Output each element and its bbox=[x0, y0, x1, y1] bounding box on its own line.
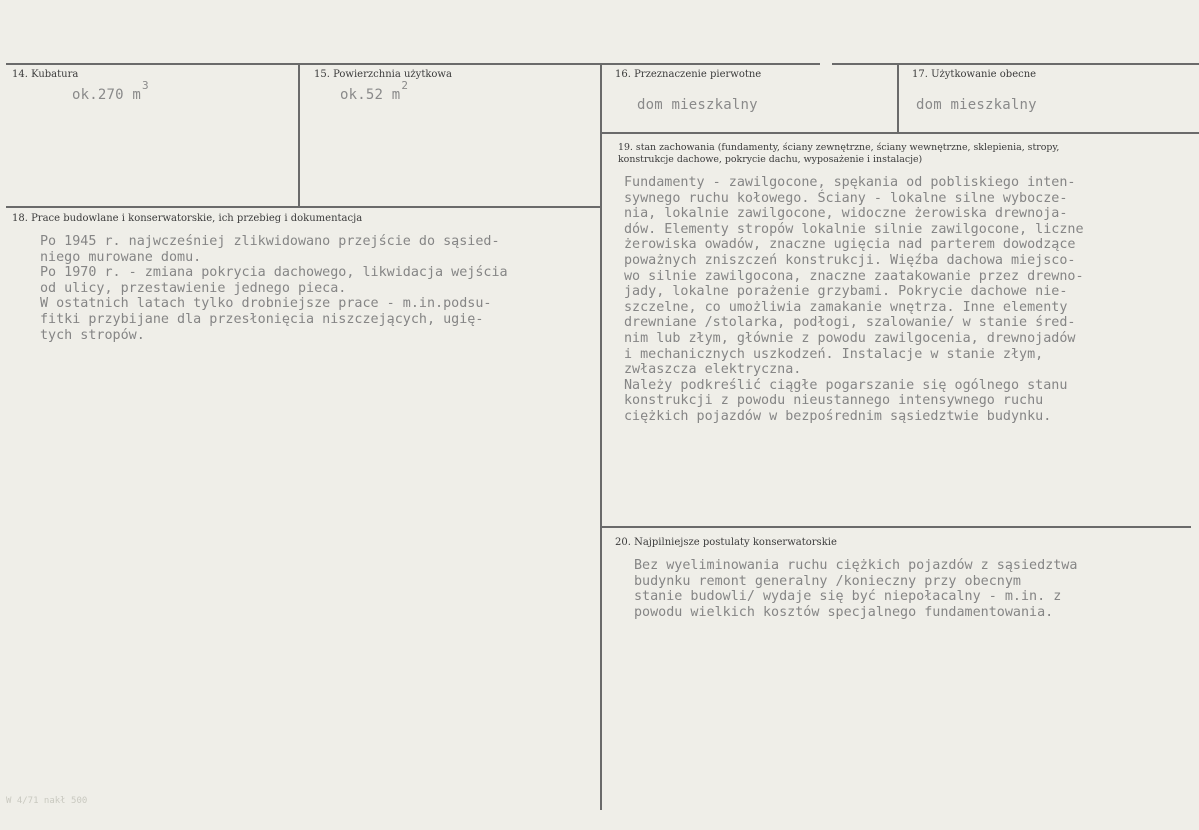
field-19-line: poważnych zniszczeń konstrukcji. Więźba dachowa miejsco- bbox=[624, 252, 1076, 268]
field-19-line: konstrukcji z powodu nieustannego intensywnego ruchu bbox=[624, 393, 1044, 409]
top-rule-right bbox=[832, 63, 1199, 65]
field-19-line: nim lub złym, głównie z powodu zawilgocenia, drewnojadów bbox=[624, 330, 1076, 346]
rule-row1-left bbox=[6, 206, 601, 208]
field-19-line: ciężkich pojazdów w bezpośrednim sąsiedztwie budynku. bbox=[624, 408, 1052, 424]
field-17-value: dom mieszkalny bbox=[916, 97, 1037, 113]
top-rule-left bbox=[6, 63, 820, 65]
field-19-line: drewniane /stolarka, podłogi, szalowanie/ w stanie śred- bbox=[624, 315, 1076, 331]
print-mark: W 4/71 nakł 500 bbox=[6, 796, 88, 806]
field-20-line: budynku remont generalny /konieczny przy obecnym bbox=[634, 573, 1021, 589]
field-19-label-line2: konstrukcje dachowe, pokrycie dachu, wyposażenie i instalacje) bbox=[618, 154, 923, 165]
field-18-label: 18. Prace budowlane i konserwatorskie, ich przebieg i dokumentacja bbox=[12, 213, 363, 224]
field-19-label-line1: 19. stan zachowania (fundamenty, ściany zewnętrzne, ściany wewnętrzne, sklepienia, stropy, bbox=[618, 142, 1060, 153]
field-19-line: zwłaszcza elektryczna. bbox=[624, 362, 802, 378]
field-16-label: 16. Przeznaczenie pierwotne bbox=[615, 69, 762, 80]
field-18-line: Po 1970 r. - zmiana pokrycia dachowego, likwidacja wejścia bbox=[40, 265, 508, 281]
field-19-line: sywnego ruchu kołowego. Ściany - lokalne silne wybocze- bbox=[624, 190, 1068, 206]
field-18-line: fitki przybijane dla przesłonięcia niszczejących, ugię- bbox=[40, 311, 484, 327]
rule-section20 bbox=[601, 526, 1191, 528]
field-19-line: żerowiska owadów, znaczne ugięcia nad parterem dowodzące bbox=[624, 237, 1076, 253]
field-19-line: dów. Elementy stropów lokalnie silnie zawilgocone, liczne bbox=[624, 221, 1084, 237]
field-18-line: niego murowane domu. bbox=[40, 249, 202, 265]
divider-col3 bbox=[897, 63, 899, 133]
divider-col1 bbox=[298, 63, 300, 206]
field-19-line: nia, lokalnie zawilgocone, widoczne żerowiska drewnoja- bbox=[624, 206, 1068, 222]
field-19-line: wo silnie zawilgocona, znaczne zaatakowanie przez drewno- bbox=[624, 268, 1084, 284]
field-19-line: Należy podkreślić ciągłe pogarszanie się ogólnego stanu bbox=[624, 377, 1068, 393]
field-20-text bbox=[634, 558, 1077, 620]
field-18-line: W ostatnich latach tylko drobniejsze prace - m.in.podsu- bbox=[40, 296, 492, 312]
field-14-unit-sup: 3 bbox=[142, 79, 149, 92]
field-18-text bbox=[40, 234, 508, 343]
field-20-line: stanie budowli/ wydaje się być niepołacalny - m.in. z bbox=[634, 589, 1062, 605]
field-20-line: Bez wyeliminowania ruchu ciężkich pojazdów z sąsiedztwa bbox=[634, 558, 1078, 573]
field-15-label: 15. Powierzchnia użytkowa bbox=[314, 69, 452, 80]
field-19-line: jady, lokalne porażenie grzybami. Pokrycie dachowe nie- bbox=[624, 284, 1068, 300]
field-15-number: ok.52 m bbox=[340, 87, 401, 103]
field-15-unit-sup: 2 bbox=[401, 79, 409, 92]
field-18-line: od ulicy, przestawienie jednego pieca. bbox=[40, 280, 347, 296]
divider-center bbox=[600, 63, 602, 810]
field-19-line: szczelne, co umożliwia zamakanie wnętrza. Inne elementy bbox=[624, 299, 1068, 315]
field-14-value bbox=[72, 79, 149, 103]
field-14-label: 14. Kubatura bbox=[12, 69, 79, 80]
rule-row1-right bbox=[601, 132, 1199, 134]
field-20-line: powodu wielkich kosztów specjalnego fundamentowania. bbox=[634, 604, 1054, 620]
field-18-line: tych stropów. bbox=[40, 327, 145, 343]
field-20-label: 20. Najpilniejsze postulaty konserwatorskie bbox=[615, 537, 837, 548]
field-19-text bbox=[624, 175, 1084, 425]
field-14-number: ok.270 m bbox=[72, 87, 142, 103]
field-17-label: 17. Użytkowanie obecne bbox=[912, 69, 1037, 80]
field-19-line: Fundamenty - zawilgocone, spękania od pobliskiego inten- bbox=[624, 175, 1076, 190]
field-15-value bbox=[340, 79, 409, 103]
field-16-value: dom mieszkalny bbox=[637, 97, 758, 113]
field-19-line: i mechanicznych uszkodzeń. Instalacje w stanie złym, bbox=[624, 346, 1044, 362]
field-18-line: Po 1945 r. najwcześniej zlikwidowano przejście do sąsied- bbox=[40, 234, 500, 249]
